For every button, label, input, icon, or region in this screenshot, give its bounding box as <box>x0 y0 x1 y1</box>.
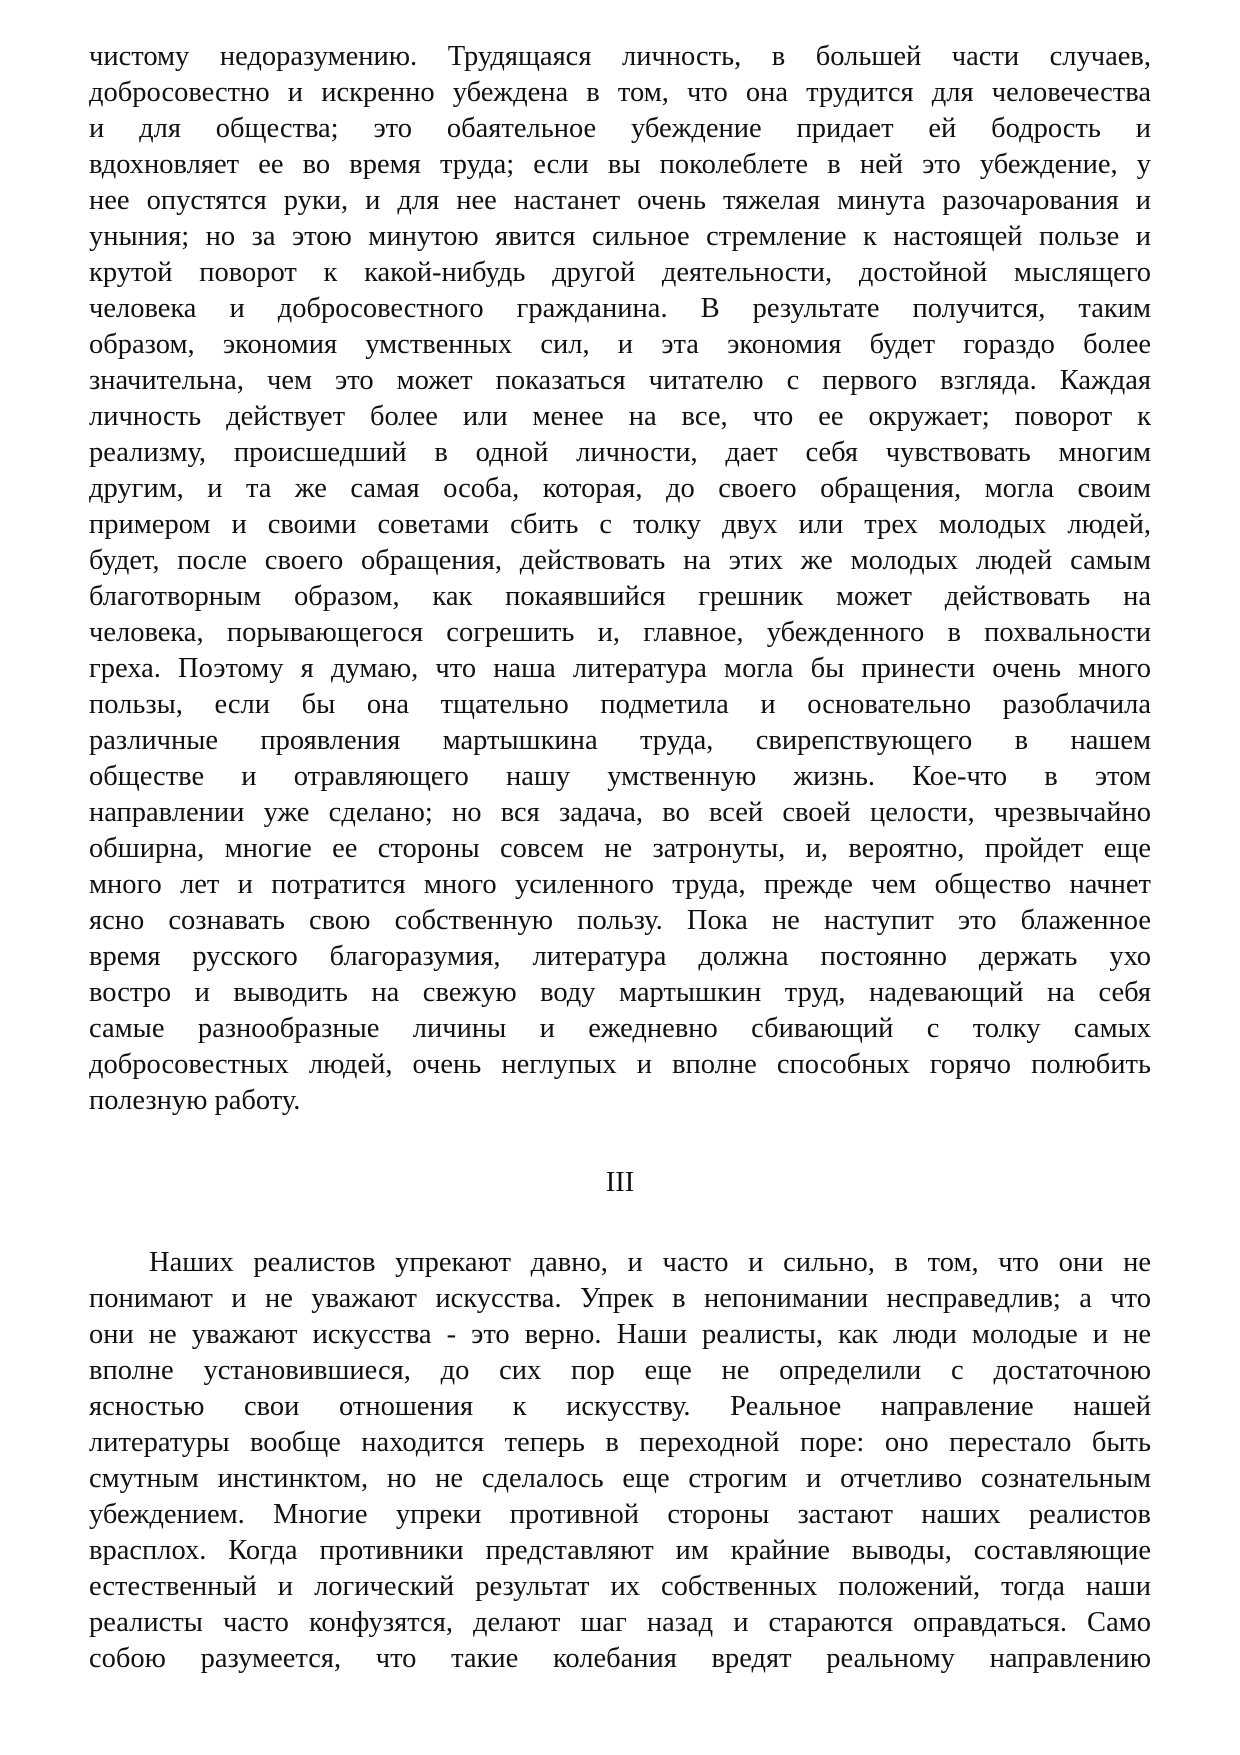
text-line: они не уважают искусства - это верно. Наши реалисты, как люди молодые и не <box>89 1319 1151 1350</box>
text-line: ясно сознавать свою собственную пользу. Пока не наступит это блаженное <box>89 905 1151 936</box>
text-line: понимают и не уважают искусства. Упрек в непонимании несправедлив; а что <box>89 1283 1151 1314</box>
text-line: значительна, чем это может показаться читателю с первого взгляда. Каждая <box>89 365 1151 396</box>
text-line: различные проявления мартышкина труда, свирепствующего в нашем <box>89 725 1151 756</box>
text-line: обществе и отравляющего нашу умственную жизнь. Кое-что в этом <box>89 761 1151 792</box>
text-line: добросовестно и искренно убеждена в том, что она трудится для человечества <box>89 77 1151 108</box>
text-line: литературы вообще находится теперь в переходной поре: оно перестало быть <box>89 1427 1151 1458</box>
text-line: греха. Поэтому я думаю, что наша литература могла бы принести очень много <box>89 653 1151 684</box>
text-line: время русского благоразумия, литература должна постоянно держать ухо <box>89 941 1151 972</box>
document-page <box>89 39 1151 1677</box>
text-line: самые разнообразные личины и ежедневно сбивающий с толку самых <box>89 1013 1151 1044</box>
text-line: востро и выводить на свежую воду мартышкин труд, надевающий на себя <box>89 977 1151 1008</box>
text-line: добросовестных людей, очень неглупых и вполне способных горячо полюбить <box>89 1049 1151 1080</box>
text-line: человека, порывающегося согрешить и, главное, убежденного в похвальности <box>89 617 1151 648</box>
text-line: Наших реалистов упрекают давно, и часто и сильно, в том, что они не <box>149 1247 1151 1278</box>
text-line: нее опустятся руки, и для нее настанет очень тяжелая минута разочарования и <box>89 185 1151 216</box>
text-line: собою разумеется, что такие колебания вредят реальному направлению <box>89 1643 1151 1674</box>
text-line: направлении уже сделано; но вся задача, во всей своей целости, чрезвычайно <box>89 797 1151 828</box>
text-line: крутой поворот к какой-нибудь другой деятельности, достойной мыслящего <box>89 257 1151 288</box>
text-line: вдохновляет ее во время труда; если вы поколеблете в ней это убеждение, у <box>89 149 1151 180</box>
text-line: чистому недоразумению. Трудящаяся личность, в большей части случаев, <box>89 41 1151 72</box>
text-line: и для общества; это обаятельное убеждение придает ей бодрость и <box>89 113 1151 144</box>
paragraph-1 <box>89 39 1151 1119</box>
text-line: обширна, многие ее стороны совсем не затронуты, и, вероятно, пройдет еще <box>89 833 1151 864</box>
text-line: благотворным образом, как покаявшийся грешник может действовать на <box>89 581 1151 612</box>
text-line: ясностью свои отношения к искусству. Реальное направление нашей <box>89 1391 1151 1422</box>
text-line: естественный и логический результат их собственных положений, тогда наши <box>89 1571 1151 1602</box>
text-line: личность действует более или менее на все, что ее окружает; поворот к <box>89 401 1151 432</box>
text-line: образом, экономия умственных сил, и эта экономия будет гораздо более <box>89 329 1151 360</box>
section-heading: III <box>605 1167 635 1198</box>
text-line: уныния; но за этою минутою явится сильное стремление к настоящей пользе и <box>89 221 1151 252</box>
text-line: много лет и потратится много усиленного труда, прежде чем общество начнет <box>89 869 1151 900</box>
text-line: другим, и та же самая особа, которая, до своего обращения, могла своим <box>89 473 1151 504</box>
text-line: человека и добросовестного гражданина. В результате получится, таким <box>89 293 1151 324</box>
text-line: будет, после своего обращения, действовать на этих же молодых людей самым <box>89 545 1151 576</box>
text-line: смутным инстинктом, но не сделалось еще строгим и отчетливо сознательным <box>89 1463 1151 1494</box>
text-line: вполне установившиеся, до сих пор еще не определили с достаточною <box>89 1355 1151 1386</box>
text-line: реализму, происшедший в одной личности, дает себя чувствовать многим <box>89 437 1151 468</box>
text-line: полезную работу. <box>89 1085 301 1116</box>
text-line: примером и своими советами сбить с толку двух или трех молодых людей, <box>89 509 1151 540</box>
text-line: врасплох. Когда противники представляют им крайние выводы, составляющие <box>89 1535 1151 1566</box>
paragraph-2 <box>89 1245 1151 1677</box>
text-line: убеждением. Многие упреки противной стороны застают наших реалистов <box>89 1499 1151 1530</box>
text-line: пользы, если бы она тщательно подметила и основательно разоблачила <box>89 689 1151 720</box>
text-line: реалисты часто конфузятся, делают шаг назад и стараются оправдаться. Само <box>89 1607 1151 1638</box>
